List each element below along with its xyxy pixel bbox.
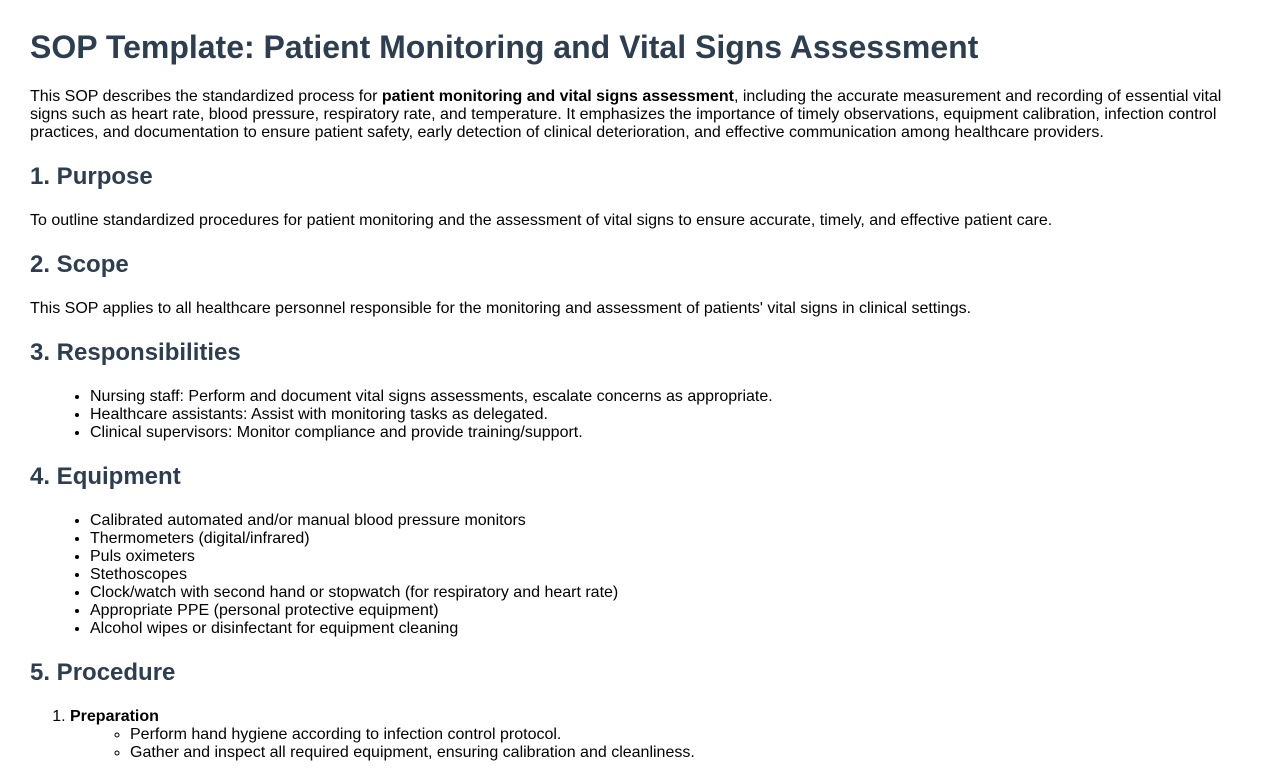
scope-heading: 2. Scope (30, 251, 129, 278)
responsibilities-heading: 3. Responsibilities (30, 339, 241, 366)
scope-text: This SOP applies to all healthcare personnel responsible for the monitoring and assessment of patients' vital signs in clinical settings. (30, 300, 972, 317)
procedure-substeps (70, 726, 1233, 762)
list-item: • Thermometers (digital/infrared) (90, 530, 1233, 548)
responsibilities-list (30, 388, 1233, 442)
equipment-list (30, 512, 1233, 638)
procedure-step-label: Preparation (70, 708, 159, 725)
list-item: • Clinical supervisors: Monitor compliance and provide training/support. (90, 424, 1233, 442)
list-item: • Stethoscopes (90, 566, 1233, 584)
list-item: ◦ Perform hand hygiene according to infection control protocol. (130, 726, 1233, 744)
purpose-heading: 1. Purpose (30, 163, 153, 190)
purpose-text: To outline standardized procedures for patient monitoring and the assessment of vital signs to ensure accurate, timely, and effective patient care. (30, 212, 1053, 229)
equipment-heading: 4. Equipment (30, 463, 181, 490)
list-item: • Clock/watch with second hand or stopwatch (for respiratory and heart rate) (90, 584, 1233, 602)
list-item: • Nursing staff: Perform and document vital signs assessments, escalate concerns as appropriate. (90, 388, 1233, 406)
list-item: ◦ Gather and inspect all required equipment, ensuring calibration and cleanliness. (130, 744, 1233, 762)
list-item: • Healthcare assistants: Assist with monitoring tasks as delegated. (90, 406, 1233, 424)
list-item: • Alcohol wipes or disinfectant for equipment cleaning (90, 620, 1233, 638)
intro-paragraph (30, 88, 1233, 142)
list-item: • Appropriate PPE (personal protective equipment) (90, 602, 1233, 620)
intro-bold-text: patient monitoring and vital signs assessment (381, 88, 734, 105)
procedure-step (70, 708, 1233, 762)
document-page (0, 29, 1263, 762)
list-item: • Puls oximeters (90, 548, 1233, 566)
intro-text-end: , including the accurate measurement and recording of essential vital signs such as heart rate, blood pressure, respiratory rate, and temperature. It emphasizes the importance of timely observations, equipment calibration, infection control practices, and documentation to ensure patient safety, early detection of clinical deterioration, and effective communication among healthcare providers. (30, 88, 1222, 141)
procedure-steps (30, 708, 1233, 762)
list-item: • Calibrated automated and/or manual blood pressure monitors (90, 512, 1233, 530)
page-title: SOP Template: Patient Monitoring and Vital Signs Assessment (30, 29, 979, 65)
procedure-heading: 5. Procedure (30, 659, 176, 686)
intro-text-start: This SOP describes the standardized process for (30, 88, 382, 105)
